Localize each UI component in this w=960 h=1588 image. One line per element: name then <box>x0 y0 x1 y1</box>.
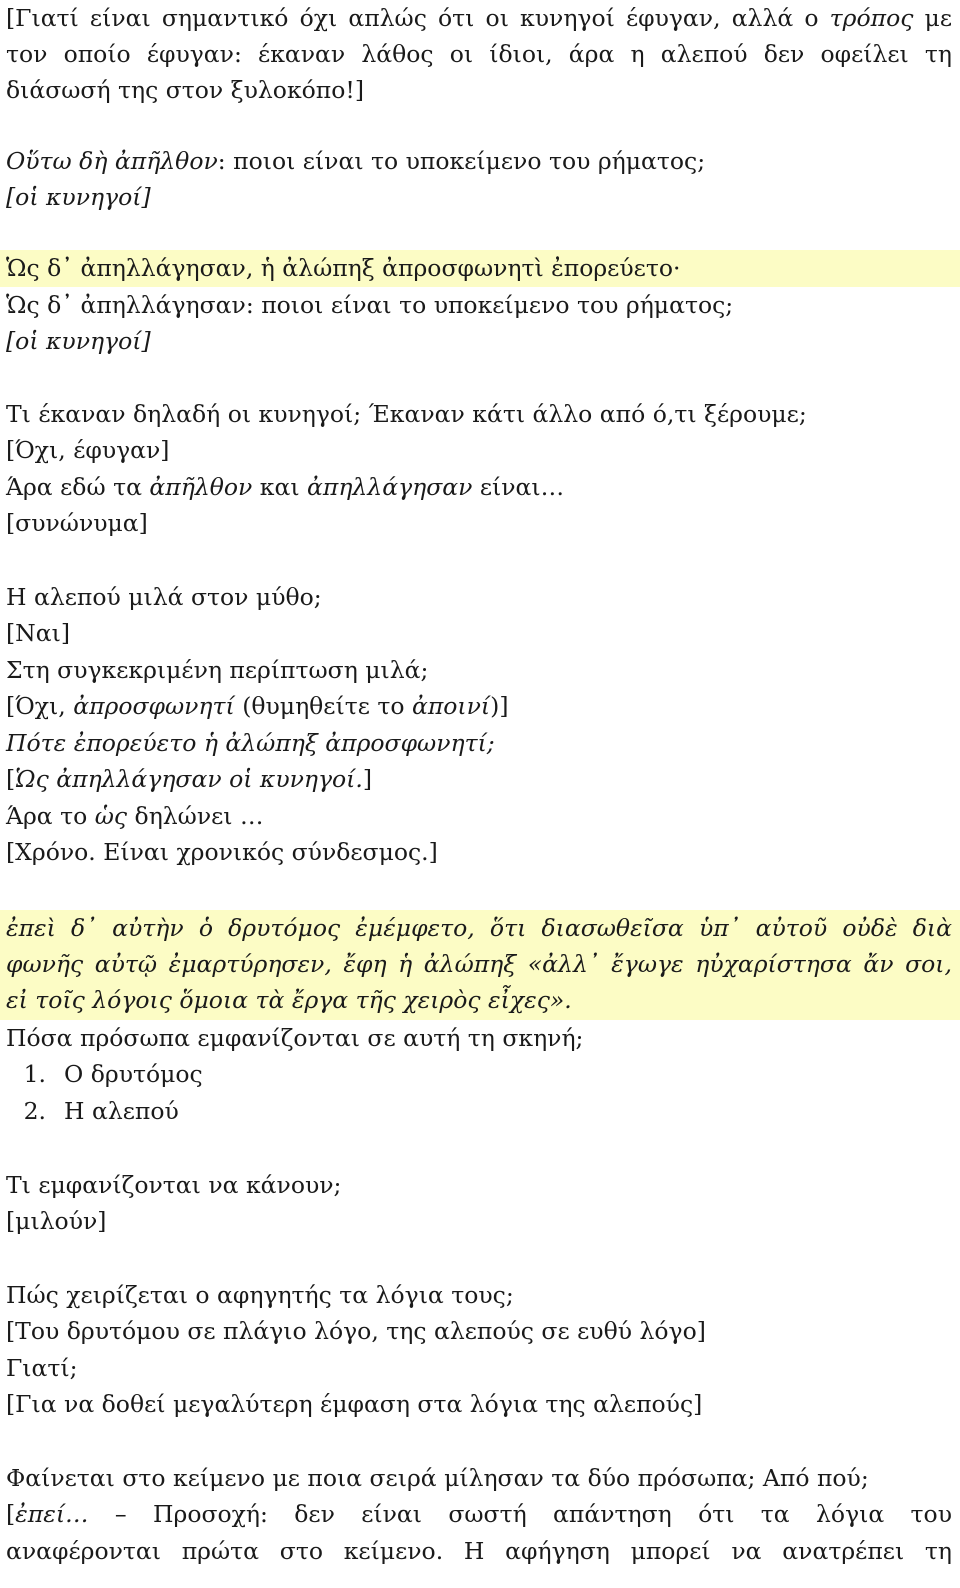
question-line: Τι έκαναν δηλαδή οι κυνηγοί; Έκαναν κάτι άλλο από ό,τι ξέρουμε; <box>6 400 807 428</box>
answer-line: [οἱ κυνηγοί] <box>6 183 151 211</box>
question-line: Η αλεπού μιλά στον μύθο; <box>6 583 322 611</box>
question-line: Οὕτω δὴ ἀπῆλθον: ποιοι είναι το υποκείμενο του ρήματος; <box>6 147 706 175</box>
question-line: Φαίνεται στο κείμενο με ποια σειρά μίλησαν τα δύο πρόσωπα; Από πού; <box>6 1464 869 1492</box>
question-line: Πόσα πρόσωπα εμφανίζονται σε αυτή τη σκηνή; <box>6 1024 584 1052</box>
question-line: Πώς χειρίζεται ο αφηγητής τα λόγια τους; <box>6 1281 514 1309</box>
answer-line: [ἐπεί… – Προσοχή: δεν είναι σωστή απάντηση ότι τα λόγια του <box>6 1500 952 1528</box>
paragraph-line: τον οποίο έφυγαν: έκαναν λάθος οι ίδιοι, άρα η αλεπού δεν οφείλει τη <box>6 40 952 68</box>
question-line: Άρα το ὡς δηλώνει … <box>6 802 264 830</box>
answer-line: [οἱ κυνηγοί] <box>6 327 151 355</box>
greek-quote-line: ἐπεὶ δ᾽ αὐτὴν ὁ δρυτόμος ἐμέμφετο, ὅτι διασωθεῖσα ὑπ᾽ αὐτοῦ οὐδὲ διὰ <box>6 914 952 942</box>
question-line: Άρα εδώ τα ἀπῆλθον και ἀπηλλάγησαν είναι… <box>6 473 565 501</box>
answer-line: [Όχι, έφυγαν] <box>6 436 170 464</box>
answer-line: [Ναι] <box>6 619 70 647</box>
paragraph-line: διάσωσή της στον ξυλοκόπο!] <box>6 76 364 104</box>
list-item: 2. Η αλεπού <box>23 1097 179 1125</box>
greek-quote-line: Ὡς δ᾽ ἀπηλλάγησαν, ἡ ἀλώπηξ ἀπροσφωνητὶ ἐπορεύετο· <box>6 254 681 282</box>
answer-line: [Του δρυτόμου σε πλάγιο λόγο, της αλεπούς σε ευθύ λόγο] <box>6 1317 706 1345</box>
answer-line: [μιλούν] <box>6 1207 107 1235</box>
answer-line: [Ὡς ἀπηλλάγησαν οἱ κυνηγοί.] <box>6 765 373 793</box>
greek-quote-line: εἰ τοῖς λόγοις ὅμοια τὰ ἔργα τῆς χειρὸς εἶχες». <box>6 986 572 1014</box>
answer-line: [Για να δοθεί μεγαλύτερη έμφαση στα λόγια της αλεπούς] <box>6 1390 703 1418</box>
paragraph-line: [Γιατί είναι σημαντικό όχι απλώς ότι οι κυνηγοί έφυγαν, αλλά ο τρόπος με <box>6 4 952 32</box>
list-item: 1. Ο δρυτόμος <box>23 1060 203 1088</box>
answer-line: [Όχι, ἀπροσφωνητί (θυμηθείτε το ἀποινί)] <box>6 692 509 720</box>
question-line: Τι εμφανίζονται να κάνουν; <box>6 1171 342 1199</box>
answer-line: [συνώνυμα] <box>6 509 148 537</box>
question-line: Γιατί; <box>6 1354 78 1382</box>
question-line: Στη συγκεκριμένη περίπτωση μιλά; <box>6 656 429 684</box>
question-line: Πότε ἐπορεύετο ἡ ἀλώπηξ ἀπροσφωνητί; <box>6 729 495 757</box>
answer-line: [Χρόνο. Είναι χρονικός σύνδεσμος.] <box>6 838 438 866</box>
greek-quote-line: φωνῆς αὐτῷ ἐμαρτύρησεν, ἔφη ἡ ἀλώπηξ «ἀλλ᾽ ἔγωγε ηὐχαρίστησα ἄν σοι, <box>6 950 952 978</box>
question-line: Ὡς δ᾽ ἀπηλλάγησαν: ποιοι είναι το υποκείμενο του ρήματος; <box>6 291 734 319</box>
answer-line: αναφέρονται πρώτα στο κείμενο. Η αφήγηση μπορεί να ανατρέπει τη <box>6 1537 952 1565</box>
